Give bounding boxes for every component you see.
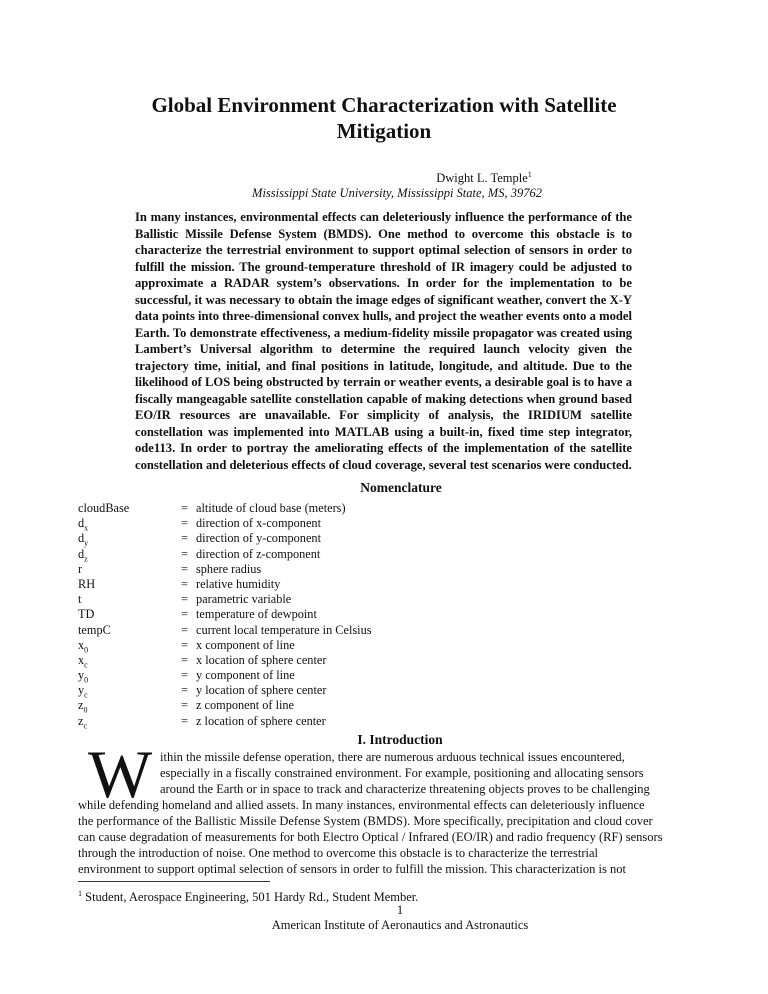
- page-number: 1: [396, 903, 404, 917]
- symbol-base: r: [78, 561, 83, 576]
- nomenclature-row: [78, 547, 578, 562]
- nomenclature-definition: direction of y-component: [196, 531, 321, 546]
- introduction-line: can cause degradation of measurements for both Electro Optical / Infrared (EO/IR) and radio frequency (RF) sensors: [78, 830, 663, 844]
- introduction-line: especially in a fiscally constrained environment. For example, positioning and allocating sensors: [160, 766, 644, 780]
- symbol-base: y: [78, 668, 85, 683]
- abstract-line: data points into three-dimensional convex hulls, and project the weather events onto a model: [135, 309, 632, 323]
- introduction-line: around the Earth or in space to track and characterize threatening objects proves to be challenging: [160, 782, 650, 796]
- abstract-line: constellation and deleterious effects of cloud coverage, several test scenarios were conducted.: [135, 457, 632, 472]
- abstract-line: Lambert’s Universal algorithm to determine the required launch velocity given the: [135, 342, 632, 356]
- nomenclature-definition: current local temperature in Celsius: [196, 622, 372, 637]
- equals-sign: =: [181, 652, 188, 667]
- symbol-subscript: y: [84, 538, 89, 548]
- abstract-line: constellation was implemented into MATLAB using a built-in, fixed time step integrator,: [135, 424, 632, 439]
- symbol-base: tempC: [78, 622, 111, 637]
- symbol-subscript: 0: [84, 645, 89, 655]
- introduction-line: the performance of the Ballistic Missile Defense System (BMDS). More specifically, precipitation and cloud cover: [78, 814, 653, 828]
- drop-cap: W: [88, 736, 153, 812]
- nomenclature-row: [78, 592, 578, 607]
- abstract: [135, 209, 632, 473]
- introduction-heading: I. Introduction: [357, 732, 443, 747]
- introduction-line: environment to support optimal selection of sensors in order to fulfill the mission. This characterization is not: [78, 862, 626, 876]
- equals-sign: =: [181, 668, 188, 683]
- paper-title: [100, 92, 668, 144]
- nomenclature-row: [78, 698, 578, 713]
- nomenclature-row: [78, 501, 578, 516]
- symbol-subscript: c: [83, 721, 88, 731]
- nomenclature-row: [78, 668, 578, 683]
- equals-sign: =: [181, 531, 188, 546]
- abstract-line: Earth. To demonstrate effectiveness, a medium-fidelity missile propagator was created using: [135, 325, 632, 340]
- equals-sign: =: [181, 501, 188, 515]
- equals-sign: =: [181, 683, 188, 698]
- author-name: Dwight L. Temple: [436, 171, 528, 186]
- abstract-line: trajectory time, initial, and final positions in latitude, longitude, and altitude. Due to the: [135, 358, 632, 373]
- nomenclature-definition: relative humidity: [196, 576, 281, 591]
- equals-sign: =: [181, 622, 188, 637]
- nomenclature-row: [78, 653, 578, 668]
- introduction-body: [78, 749, 706, 877]
- page-footer: American Institute of Aeronautics and Astronautics: [271, 918, 529, 932]
- nomenclature-definition: y component of line: [196, 668, 295, 683]
- equals-sign: =: [181, 607, 188, 622]
- abstract-line: fiscally mangeagable satellite constellation capable of making detections when ground based: [135, 391, 632, 406]
- title-line: Global Environment Characterization with Satellite: [151, 93, 617, 117]
- abstract-line: characterize the terrestrial environment to support optimal selection of sensors in order to: [135, 243, 632, 257]
- equals-sign: =: [181, 592, 188, 607]
- symbol-subscript: 0: [83, 705, 88, 715]
- symbol-subscript: z: [84, 554, 88, 564]
- footnote-text: Student, Aerospace Engineering, 501 Hardy Rd., Student Member.: [85, 890, 419, 905]
- nomenclature-heading: Nomenclature: [360, 480, 442, 495]
- symbol-subscript: 0: [84, 675, 89, 685]
- symbol-base: d: [78, 546, 85, 561]
- nomenclature-definition: y location of sphere center: [196, 683, 327, 698]
- author-footnote-mark: 1: [527, 170, 532, 179]
- affiliation: Mississippi State University, Mississippi State, MS, 39762: [252, 186, 542, 200]
- abstract-line: Ballistic Missile Defense System (BMDS). One method to overcome this obstacle is to: [135, 226, 632, 241]
- abstract-line: likelihood of LOS being obstructed by terrain or weather events, a desirable goal is to have a: [135, 375, 632, 389]
- equals-sign: =: [181, 637, 188, 652]
- symbol-base: t: [78, 592, 82, 607]
- symbol-base: cloudBase: [78, 501, 130, 515]
- nomenclature-row: [78, 577, 578, 592]
- abstract-line: EO/IR resources are unavailable. For simplicity of analysis, the IRIDIUM satellite: [135, 408, 632, 422]
- nomenclature-definition: direction of z-component: [196, 546, 321, 561]
- nomenclature-definition: z location of sphere center: [196, 713, 326, 728]
- nomenclature-definition: direction of x-component: [196, 516, 321, 531]
- nomenclature-row: [78, 531, 578, 546]
- nomenclature-row: [78, 623, 578, 638]
- symbol-base: TD: [78, 607, 95, 622]
- symbol-base: x: [78, 652, 85, 667]
- symbol-base: RH: [78, 576, 96, 591]
- abstract-line: fulfill the mission. The ground-temperature threshold of IR imagery could be adjusted to: [135, 259, 632, 274]
- equals-sign: =: [181, 713, 188, 728]
- nomenclature-row: [78, 607, 578, 622]
- symbol-base: y: [78, 683, 85, 698]
- equals-sign: =: [181, 576, 188, 591]
- nomenclature-definition: parametric variable: [196, 592, 292, 607]
- nomenclature-row: [78, 516, 578, 531]
- symbol-base: d: [78, 531, 85, 546]
- symbol-subscript: x: [84, 523, 89, 533]
- nomenclature-row: [78, 562, 578, 577]
- introduction-line: ithin the missile defense operation, there are numerous arduous technical issues encountered,: [160, 750, 625, 764]
- nomenclature-symbol: [78, 714, 87, 734]
- nomenclature-definition: temperature of dewpoint: [196, 607, 317, 622]
- nomenclature-row: [78, 714, 578, 729]
- introduction-line: while defending homeland and allied assets. In many instances, environmental effects can deleteriously influence: [78, 798, 645, 812]
- abstract-line: approximate a RADAR system’s observations. In order for the implementation to be: [135, 276, 632, 290]
- equals-sign: =: [181, 698, 188, 713]
- symbol-base: d: [78, 516, 85, 531]
- nomenclature-definition: altitude of cloud base (meters): [196, 501, 346, 515]
- abstract-line: In many instances, environmental effects can deleteriously influence the performance of the: [135, 210, 632, 224]
- author: [0, 170, 768, 186]
- symbol-base: x: [78, 637, 85, 652]
- introduction-line: through the introduction of noise. One method to overcome this obstacle is to characterize the terrestrial: [78, 846, 598, 860]
- footnote-mark: 1: [78, 889, 82, 898]
- equals-sign: =: [181, 561, 188, 576]
- nomenclature-row: [78, 638, 578, 653]
- symbol-subscript: c: [84, 690, 88, 700]
- footnote-rule: [78, 881, 270, 882]
- symbol-base: z: [78, 698, 84, 713]
- abstract-line: successful, it was necessary to obtain the image edges of significant weather, convert the X-Y: [135, 292, 632, 307]
- nomenclature-row: [78, 683, 578, 698]
- symbol-base: z: [78, 713, 84, 728]
- abstract-line: ode113. In order to portray the ameliorating effects of the implementation of the satellite: [135, 441, 632, 455]
- nomenclature-definition: sphere radius: [196, 561, 262, 576]
- equals-sign: =: [181, 516, 188, 531]
- nomenclature-definition: x component of line: [196, 637, 295, 652]
- nomenclature-definition: x location of sphere center: [196, 652, 327, 667]
- equals-sign: =: [181, 546, 188, 561]
- nomenclature-list: [78, 501, 578, 729]
- nomenclature-definition: z component of line: [196, 698, 295, 713]
- title-line: Mitigation: [336, 119, 432, 143]
- symbol-subscript: c: [84, 660, 88, 670]
